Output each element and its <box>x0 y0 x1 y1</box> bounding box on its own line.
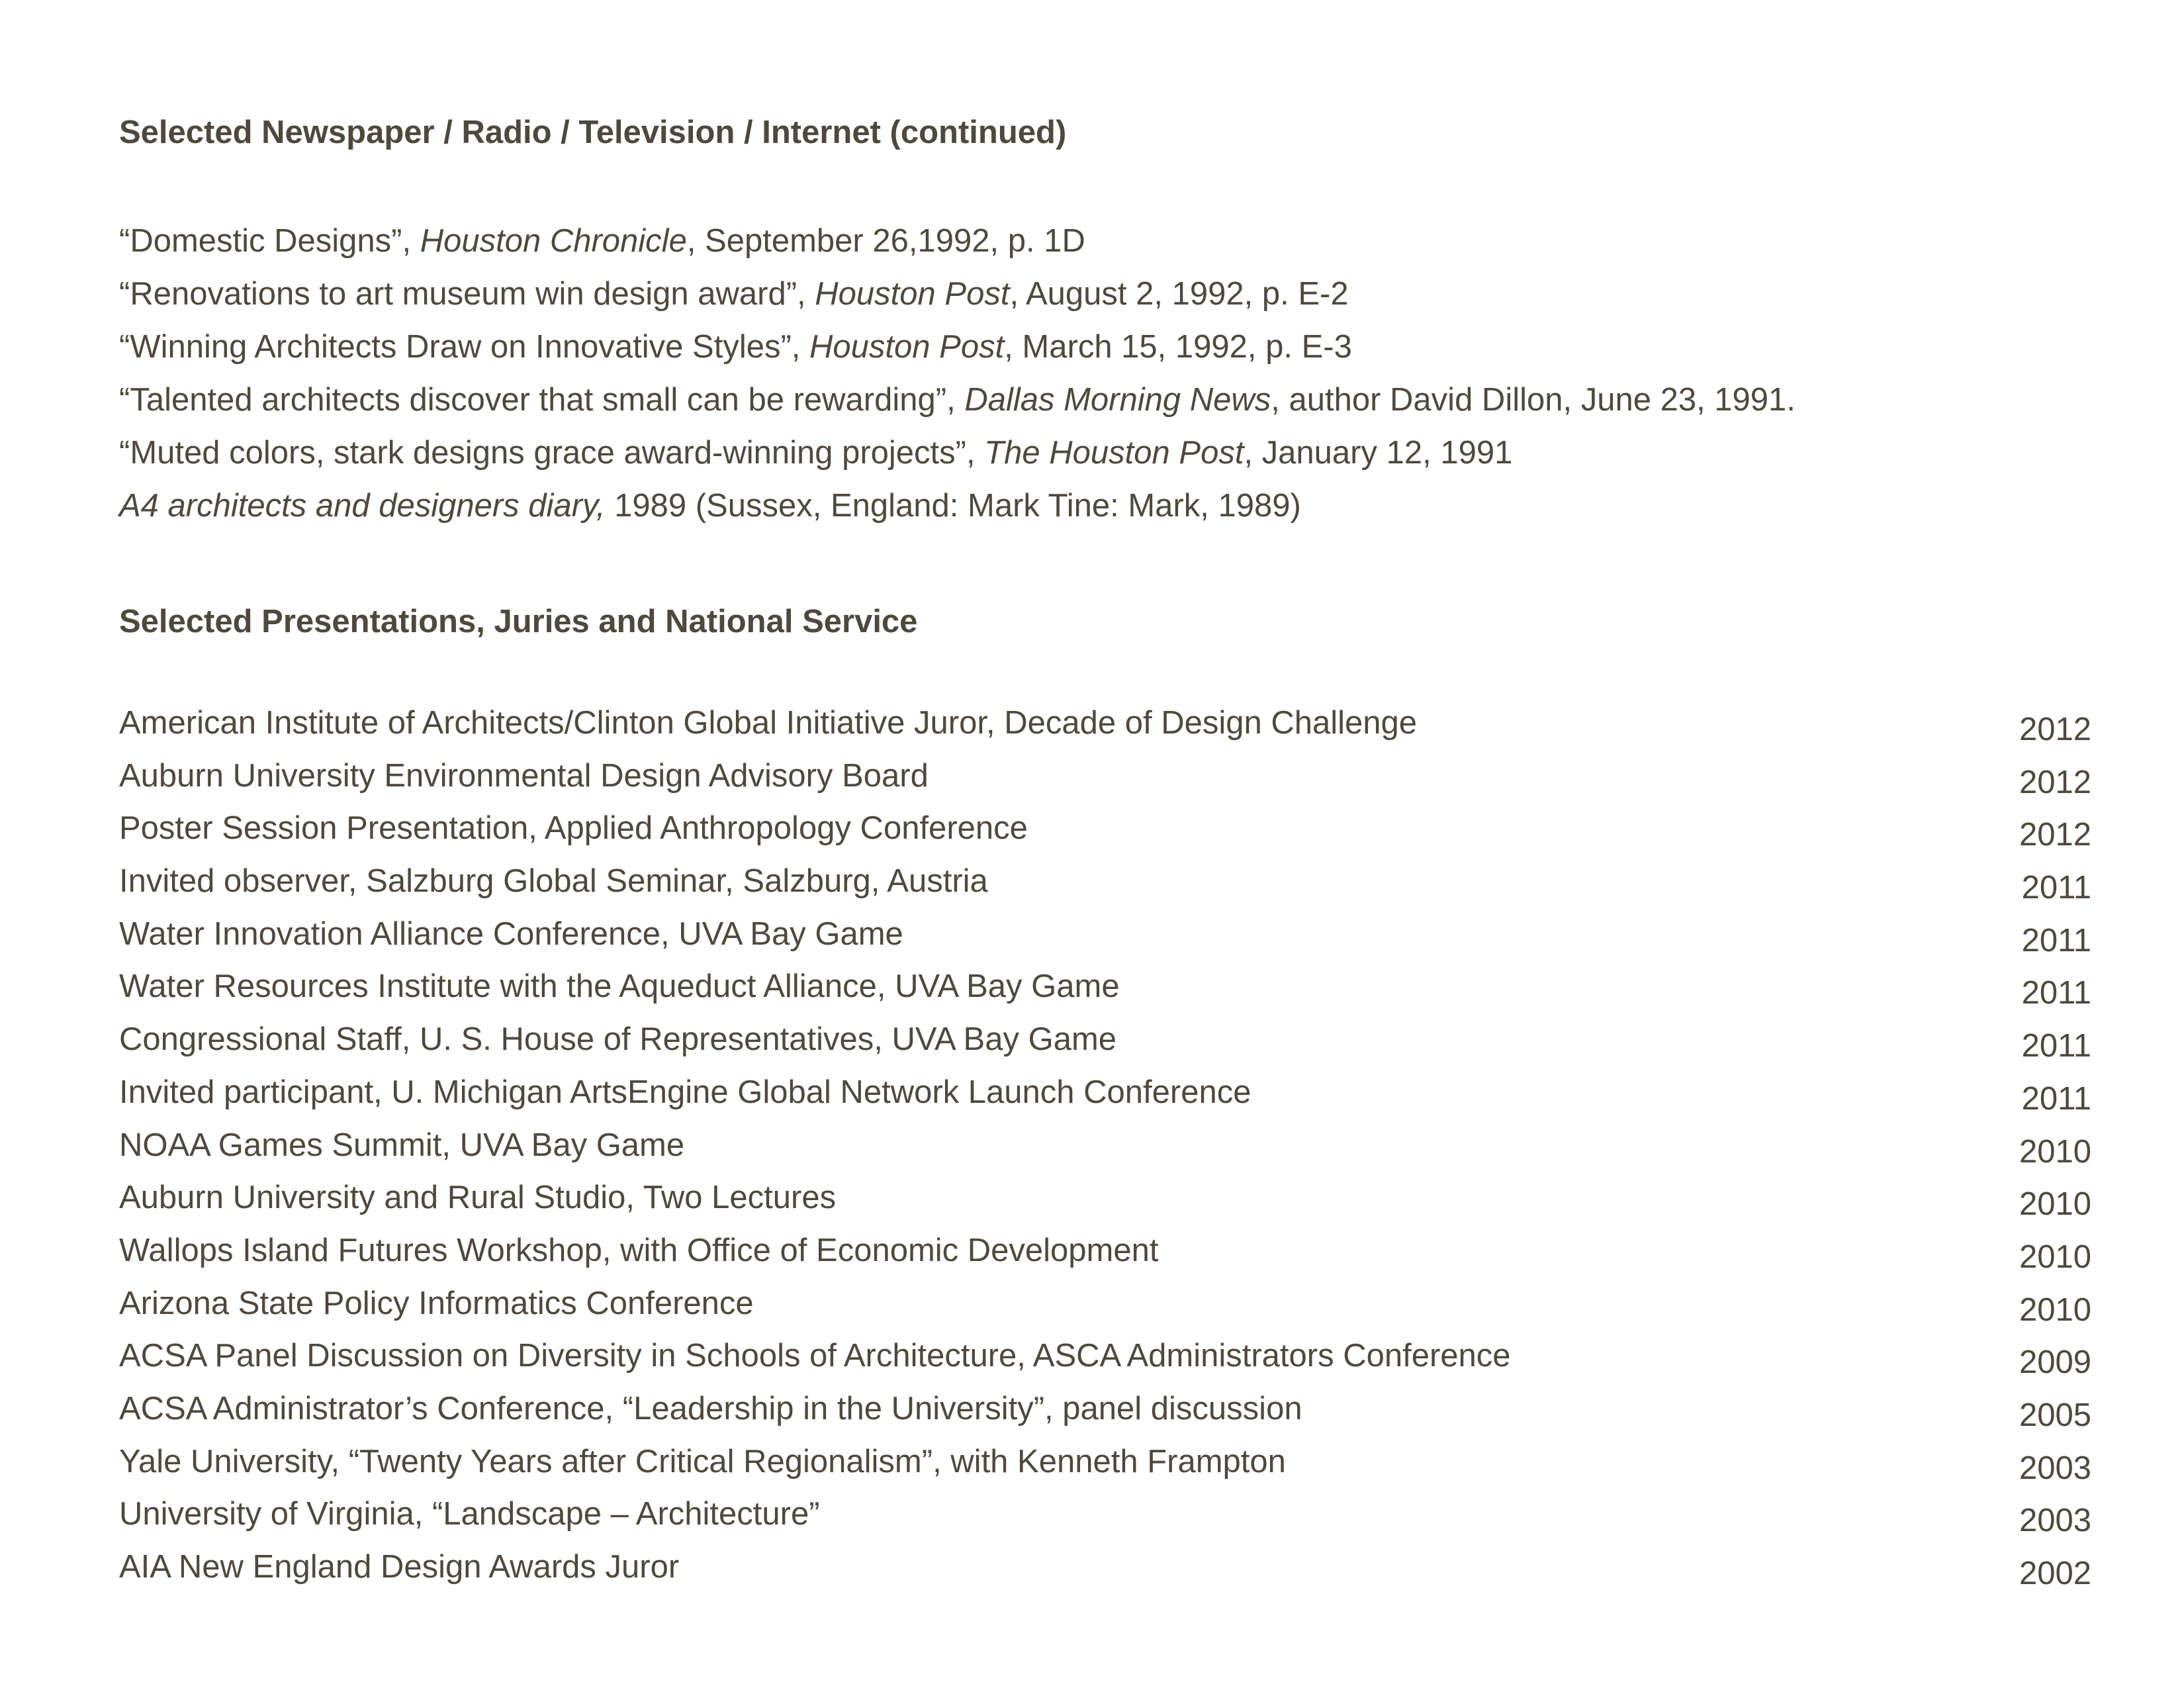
presentation-year: 2009 <box>2019 1344 2091 1381</box>
presentation-year: 2003 <box>2019 1450 2091 1486</box>
presentation-title: Poster Session Presentation, Applied Anthropology Conference <box>119 810 1028 847</box>
press-item-text: , author David Dillon, June 23, 1991. <box>1271 382 1796 418</box>
presentation-item <box>119 1547 2091 1600</box>
presentation-year: 2012 <box>2019 712 2091 747</box>
presentation-title: Arizona State Policy Informatics Conference <box>119 1285 754 1321</box>
presentation-year: 2011 <box>2021 870 2091 906</box>
presentation-item <box>119 808 2091 861</box>
presentation-item <box>119 861 2091 914</box>
press-item-publication: The Houston Post <box>984 435 1244 471</box>
press-item-text: , September 26,1992, p. 1D <box>686 223 1085 259</box>
presentation-year: 2010 <box>2019 1239 2091 1275</box>
press-item-publication: Houston Post <box>809 329 1005 365</box>
presentation-year: 2005 <box>2019 1397 2091 1433</box>
press-item-text: , August 2, 1992, p. E-2 <box>1009 276 1349 312</box>
press-item <box>119 486 1796 539</box>
presentation-year: 2011 <box>2021 975 2091 1011</box>
presentation-year: 2012 <box>2019 817 2091 853</box>
presentation-year: 2010 <box>2019 1186 2091 1223</box>
presentation-item <box>119 1019 2091 1072</box>
presentation-item <box>119 1389 2091 1442</box>
presentation-item <box>119 703 2091 756</box>
presentation-title: Wallops Island Futures Workshop, with Office of Economic Development <box>119 1232 1159 1268</box>
press-item-publication: Dallas Morning News <box>964 382 1271 418</box>
presentation-item <box>119 966 2091 1019</box>
presentation-title: Invited observer, Salzburg Global Seminar, Salzburg, Austria <box>119 863 988 900</box>
press-item <box>119 433 1796 486</box>
presentation-year: 2011 <box>2021 1028 2091 1064</box>
press-item-text: , January 12, 1991 <box>1244 435 1513 471</box>
presentation-title: Congressional Staff, U. S. House of Representatives, UVA Bay Game <box>119 1021 1117 1058</box>
presentation-item <box>119 914 2091 967</box>
press-item <box>119 327 1796 380</box>
presentation-year: 2010 <box>2019 1133 2091 1170</box>
presentation-title: AIA New England Design Awards Juror <box>119 1549 680 1585</box>
presentation-title: ACSA Administrator’s Conference, “Leadership in the University”, panel discussion <box>119 1390 1302 1427</box>
presentation-title: Yale University, “Twenty Years after Critical Regionalism”, with Kenneth Frampton <box>119 1443 1286 1479</box>
presentation-title: NOAA Games Summit, UVA Bay Game <box>119 1127 685 1163</box>
presentation-title: Water Resources Institute with the Aqueduct Alliance, UVA Bay Game <box>119 968 1120 1005</box>
presentation-item <box>119 756 2091 809</box>
press-section-heading: Selected Newspaper / Radio / Television / Internet (continued) <box>119 115 1067 150</box>
presentation-item <box>119 1336 2091 1389</box>
presentation-item <box>119 1072 2091 1125</box>
press-item <box>119 380 1796 433</box>
presentation-title: Auburn University and Rural Studio, Two Lectures <box>119 1180 837 1216</box>
presentation-year: 2010 <box>2019 1291 2091 1328</box>
presentation-item <box>119 1125 2091 1178</box>
presentation-year: 2002 <box>2019 1556 2091 1591</box>
presentation-title: ACSA Panel Discussion on Diversity in Schools of Architecture, ASCA Administrators Conference <box>119 1338 1511 1374</box>
press-item <box>119 274 1796 327</box>
presentation-year: 2011 <box>2021 1080 2091 1117</box>
press-item-publication: Houston Chronicle <box>420 223 687 259</box>
presentation-title: Auburn University Environmental Design Advisory Board <box>119 757 929 794</box>
press-item-text: “Winning Architects Draw on Innovative Styles”, <box>119 329 810 365</box>
presentation-year: 2003 <box>2019 1503 2091 1539</box>
presentation-item <box>119 1284 2091 1336</box>
presentation-year: 2011 <box>2021 922 2091 959</box>
press-item-text: , March 15, 1992, p. E-3 <box>1004 329 1352 365</box>
presentation-item <box>119 1442 2091 1495</box>
press-item-text: “Talented architects discover that small can be rewarding”, <box>119 382 965 418</box>
presentations-section-heading: Selected Presentations, Juries and National Service <box>119 604 918 639</box>
press-item-text: 1989 (Sussex, England: Mark Tine: Mark, 1989) <box>605 488 1301 524</box>
presentation-item <box>119 1494 2091 1547</box>
press-item-text: “Renovations to art museum win design award”, <box>119 276 815 312</box>
presentation-year: 2012 <box>2019 764 2091 800</box>
press-item-publication: A4 architects and designers diary, <box>119 488 606 524</box>
press-item-text: “Domestic Designs”, <box>119 223 420 259</box>
press-item-text: “Muted colors, stark designs grace award-winning projects”, <box>119 435 985 471</box>
presentations-list <box>119 703 2091 1600</box>
presentation-item <box>119 1231 2091 1284</box>
presentation-title: Water Innovation Alliance Conference, UVA Bay Game <box>119 915 903 952</box>
press-item-publication: Houston Post <box>815 276 1010 312</box>
press-list <box>119 221 1796 539</box>
presentation-item <box>119 1178 2091 1231</box>
presentation-title: Invited participant, U. Michigan ArtsEngine Global Network Launch Conference <box>119 1074 1251 1110</box>
presentation-title: University of Virginia, “Landscape – Architecture” <box>119 1496 820 1532</box>
press-item <box>119 221 1796 274</box>
presentation-title: American Institute of Architects/Clinton Global Initiative Juror, Decade of Design Challenge <box>119 705 1418 741</box>
